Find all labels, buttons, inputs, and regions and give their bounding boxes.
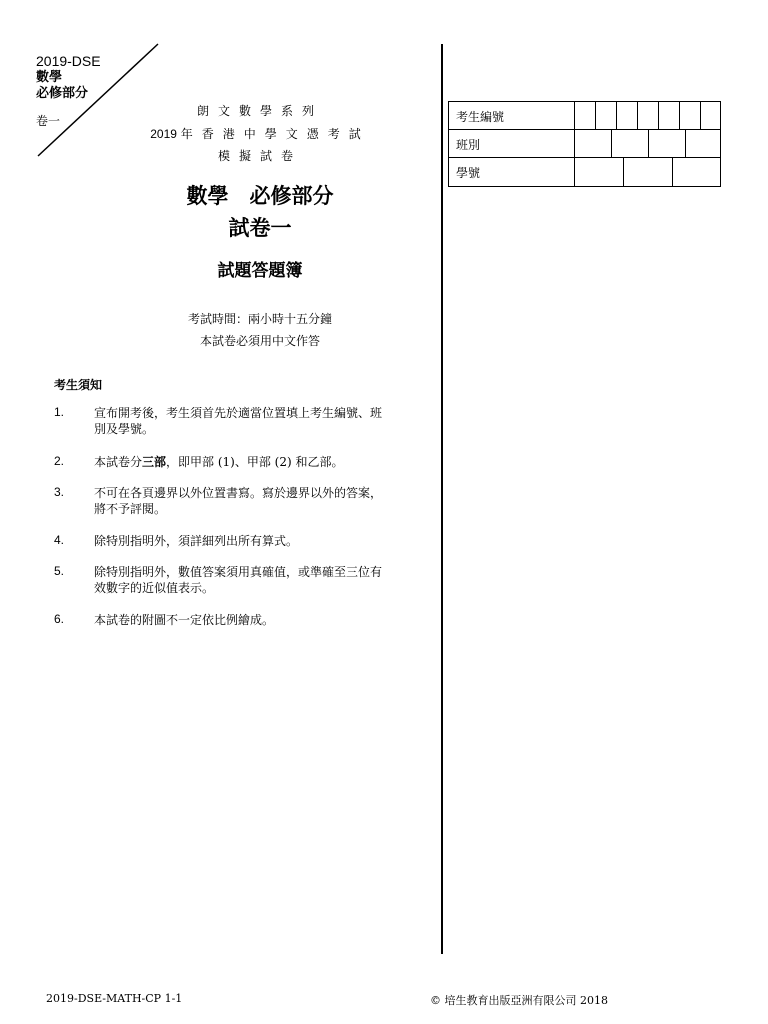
instruction-number: 1. [54, 405, 65, 419]
instruction-number: 4. [54, 533, 65, 547]
exam-language: 本試卷必須用中文作答 [199, 334, 320, 348]
instruction-text: 本試卷分三部，即甲部 (1)、甲部 (2) 和乙部。 [94, 455, 344, 469]
class-number-label: 學號 [456, 166, 481, 180]
candidate-number-box[interactable] [637, 102, 638, 130]
candidate-number-box[interactable] [658, 102, 659, 130]
instruction-text: 除特別指明外，數值答案須用真確值，或準確至三位有效數字的近似值表示。 [94, 565, 383, 595]
candidate-number-box[interactable] [616, 102, 617, 130]
exam-time: 考試時間：兩小時十五分鐘 [187, 312, 332, 326]
page-code: 2019-DSE-MATH-CP 1-1 [46, 992, 183, 1005]
candidate-number-box[interactable] [595, 102, 596, 130]
class-number-row [448, 157, 721, 187]
mock-paper-label: 模擬試卷 [217, 149, 302, 163]
subject-title: 數學 必修部分 [186, 183, 334, 208]
instruction-text: 本試卷的附圖不一定依比例繪成。 [94, 613, 275, 627]
class-row [448, 129, 721, 158]
margin-divider-line [441, 44, 443, 954]
instruction-number: 3. [54, 485, 65, 499]
instruction-text: 除特別指明外，須詳細列出所有算式。 [94, 534, 299, 548]
corner-paper: 卷一 [36, 114, 61, 128]
class-box[interactable] [574, 130, 575, 158]
corner-exam-code: 2019-DSE [36, 53, 101, 69]
instruction-number: 2. [54, 454, 65, 468]
class-box[interactable] [648, 130, 649, 158]
candidate-number-box[interactable] [700, 102, 701, 130]
class-number-box[interactable] [672, 158, 673, 186]
exam-name: 2019 年香港中學文憑考試 [150, 127, 370, 141]
booklet-title: 試題答題簿 [217, 261, 303, 281]
instruction-text: 不可在各頁邊界以外位置書寫。寫於邊界以外的答案，將不予評閱。 [94, 486, 383, 516]
candidate-number-box[interactable] [574, 102, 575, 130]
corner-part: 必修部分 [36, 85, 89, 100]
class-box[interactable] [611, 130, 612, 158]
series-name: 朗文數學系列 [196, 104, 323, 118]
class-number-box[interactable] [623, 158, 624, 186]
instruction-number: 5. [54, 564, 65, 578]
candidate-info-table [448, 101, 721, 186]
class-box[interactable] [685, 130, 686, 158]
corner-subject: 數學 [36, 69, 63, 84]
copyright-notice: © 培生教育出版亞洲有限公司 2018 [430, 994, 608, 1007]
candidate-number-box[interactable] [679, 102, 680, 130]
class-label: 班別 [456, 138, 481, 152]
instruction-number: 6. [54, 612, 65, 626]
instructions-heading: 考生須知 [54, 378, 103, 392]
candidate-number-row [448, 101, 721, 130]
candidate-number-label: 考生編號 [456, 110, 505, 124]
exam-year: 2019 [150, 127, 177, 141]
class-number-box[interactable] [574, 158, 575, 186]
instruction-text: 宣布開考後，考生須首先於適當位置填上考生編號、班別及學號。 [94, 406, 383, 436]
paper-title: 試卷一 [228, 215, 292, 240]
